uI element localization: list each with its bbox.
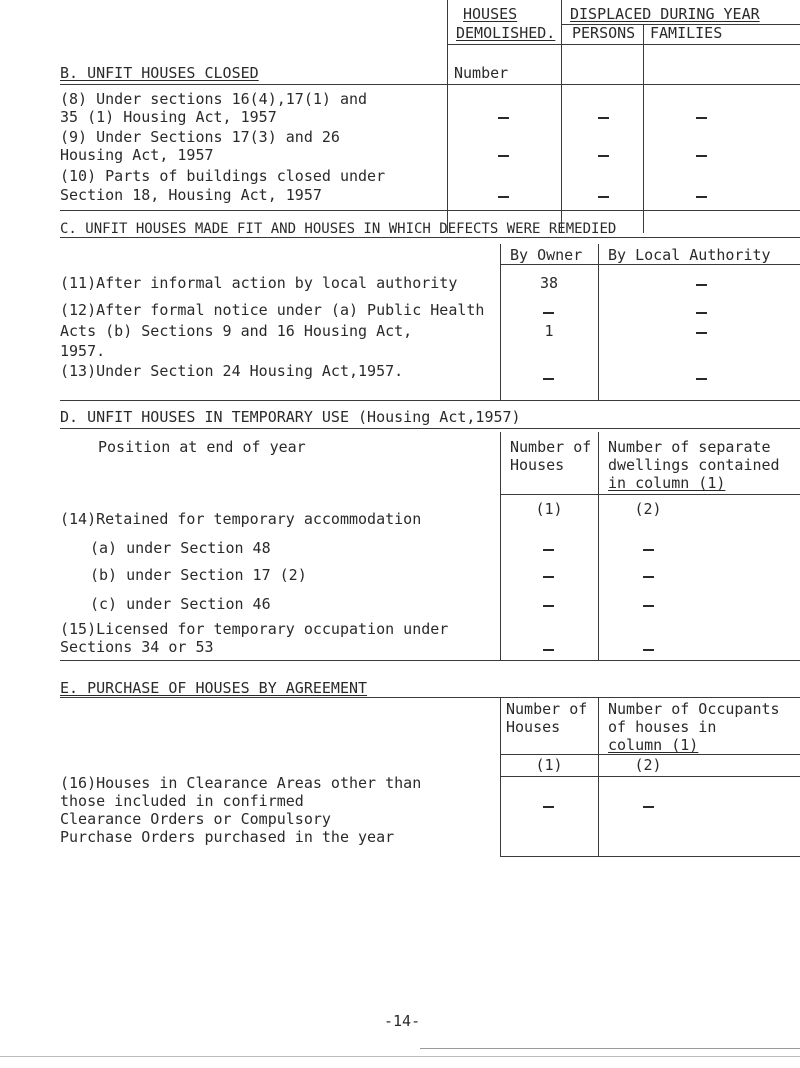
header-col-divider-3 (643, 24, 644, 233)
section-e-title: E. PURCHASE OF HOUSES BY AGREEMENT (60, 679, 368, 697)
row-9-value-3 (696, 155, 707, 157)
row-15-line-2: Sections 34 or 53 (60, 638, 214, 656)
row-16-line-2: those included in confirmed (60, 792, 304, 810)
row-11-by-owner: 38 (539, 274, 559, 292)
row-10-value-2 (598, 196, 609, 198)
row-9-line-2: Housing Act, 1957 (60, 146, 214, 164)
families-header: FAMILIES (650, 24, 723, 42)
row-11-by-authority (696, 284, 707, 286)
row-12-by-authority (696, 312, 707, 314)
row-16-col2 (643, 806, 654, 808)
row-12-by-owner (543, 312, 554, 314)
position-label: Position at end of year (98, 438, 306, 456)
header-col-divider-1 (447, 0, 448, 233)
footer-rule-1 (420, 1048, 800, 1049)
row-12b-line-1: Acts (b) Sections 9 and 16 Housing Act, (60, 322, 413, 340)
section-e-col1-line-2: Houses (506, 718, 561, 736)
row-14a-col1 (543, 549, 554, 551)
section-d-col2-line-2: dwellings contained (608, 456, 780, 474)
section-b-title: B. UNFIT HOUSES CLOSED (60, 64, 259, 82)
section-d-title-rule (60, 428, 800, 429)
section-d-bottom-rule (60, 660, 800, 661)
section-e-col1-line-1: Number of (506, 700, 588, 718)
section-b-rule (60, 84, 800, 85)
section-e-divider-2-lower (598, 776, 599, 856)
row-9-value-1 (498, 155, 509, 157)
section-b-bottom-rule (60, 210, 800, 211)
row-16-line-4: Purchase Orders purchased in the year (60, 828, 395, 846)
row-13-by-owner (543, 378, 554, 380)
section-d-col1-number: (1) (535, 500, 563, 518)
row-9-value-2 (598, 155, 609, 157)
section-d-col1-line-2: Houses (510, 456, 565, 474)
row-12b-line-2: 1957. (60, 342, 106, 360)
row-10-line-2: Section 18, Housing Act, 1957 (60, 186, 322, 204)
section-d-col2-line-1: Number of separate (608, 438, 771, 456)
section-e-col2-line-1: Number of Occupants (608, 700, 780, 718)
footer-rule-2 (0, 1056, 800, 1057)
section-c-title-rule (60, 237, 800, 238)
row-8-line-2: 35 (1) Housing Act, 1957 (60, 108, 277, 126)
section-d-col2-number: (2) (634, 500, 662, 518)
displaced-header: DISPLACED DURING YEAR (570, 5, 760, 23)
row-15-col1 (543, 649, 554, 651)
row-8-value-3 (696, 117, 707, 119)
section-e-col2-line-2: of houses in (608, 718, 717, 736)
row-15-line-1: (15)Licensed for temporary occupation under (60, 620, 449, 638)
by-owner-header: By Owner (510, 246, 583, 264)
section-d-title: D. UNFIT HOUSES IN TEMPORARY USE (Housing Act,1957) (60, 408, 521, 426)
row-12-label: (12)After formal notice under (a) Public Health (60, 301, 485, 319)
number-label: Number (454, 64, 509, 82)
row-11-label: (11)After informal action by local authority (60, 274, 458, 292)
section-d-divider-2 (598, 432, 599, 660)
row-10-value-3 (696, 196, 707, 198)
section-c-header-rule (500, 264, 800, 265)
row-10-line-1: (10) Parts of buildings closed under (60, 167, 386, 185)
row-16-line-1: (16)Houses in Clearance Areas other than (60, 774, 422, 792)
row-12b-by-owner: 1 (544, 322, 554, 340)
section-c-divider-1 (500, 244, 501, 400)
houses-header: HOUSES (463, 5, 518, 23)
row-14a-col2 (643, 549, 654, 551)
by-local-authority-header: By Local Authority (608, 246, 771, 264)
row-13-by-authority (696, 378, 707, 380)
row-14b-col1 (543, 576, 554, 578)
section-d-col1-line-1: Number of (510, 438, 592, 456)
demolished-header: DEMOLISHED. (456, 24, 556, 42)
row-8-line-1: (8) Under sections 16(4),17(1) and (60, 90, 368, 108)
row-10-value-1 (498, 196, 509, 198)
row-14c-label: (c) under Section 46 (90, 595, 271, 613)
row-14b-label: (b) under Section 17 (2) (90, 566, 307, 584)
row-8-value-1 (498, 117, 509, 119)
header-rule-2 (447, 44, 800, 45)
row-14c-col1 (543, 605, 554, 607)
section-e-col2-number: (2) (634, 756, 662, 774)
row-14b-col2 (643, 576, 654, 578)
row-8-value-2 (598, 117, 609, 119)
persons-header: PERSONS (572, 24, 636, 42)
section-e-col2-line-3: column (1) (608, 736, 699, 754)
row-14a-label: (a) under Section 48 (90, 539, 271, 557)
header-col-divider-2 (561, 0, 562, 233)
row-14c-col2 (643, 605, 654, 607)
section-d-col2-line-3: in column (1) (608, 474, 726, 492)
row-16-col1 (543, 806, 554, 808)
section-e-divider-1-lower (500, 776, 501, 856)
row-12b-by-authority (696, 332, 707, 334)
section-e-bottom-rule (500, 856, 800, 857)
section-e-number-rule (500, 776, 800, 777)
section-e-title-rule (60, 697, 800, 698)
row-14-label: (14)Retained for temporary accommodation (60, 510, 422, 528)
section-e-header-rule (500, 754, 800, 755)
section-c-title: C. UNFIT HOUSES MADE FIT AND HOUSES IN WHICH DEFECTS WERE REMEDIED (60, 221, 617, 237)
section-d-divider-1 (500, 432, 501, 660)
row-13-label: (13)Under Section 24 Housing Act,1957. (60, 362, 404, 380)
section-d-header-rule (500, 494, 800, 495)
row-15-col2 (643, 649, 654, 651)
section-e-col1-number: (1) (535, 756, 563, 774)
row-16-line-3: Clearance Orders or Compulsory (60, 810, 331, 828)
page-number: -14- (384, 1012, 421, 1030)
section-c-divider-2 (598, 244, 599, 400)
row-9-line-1: (9) Under Sections 17(3) and 26 (60, 128, 340, 146)
section-c-bottom-rule (60, 400, 800, 401)
